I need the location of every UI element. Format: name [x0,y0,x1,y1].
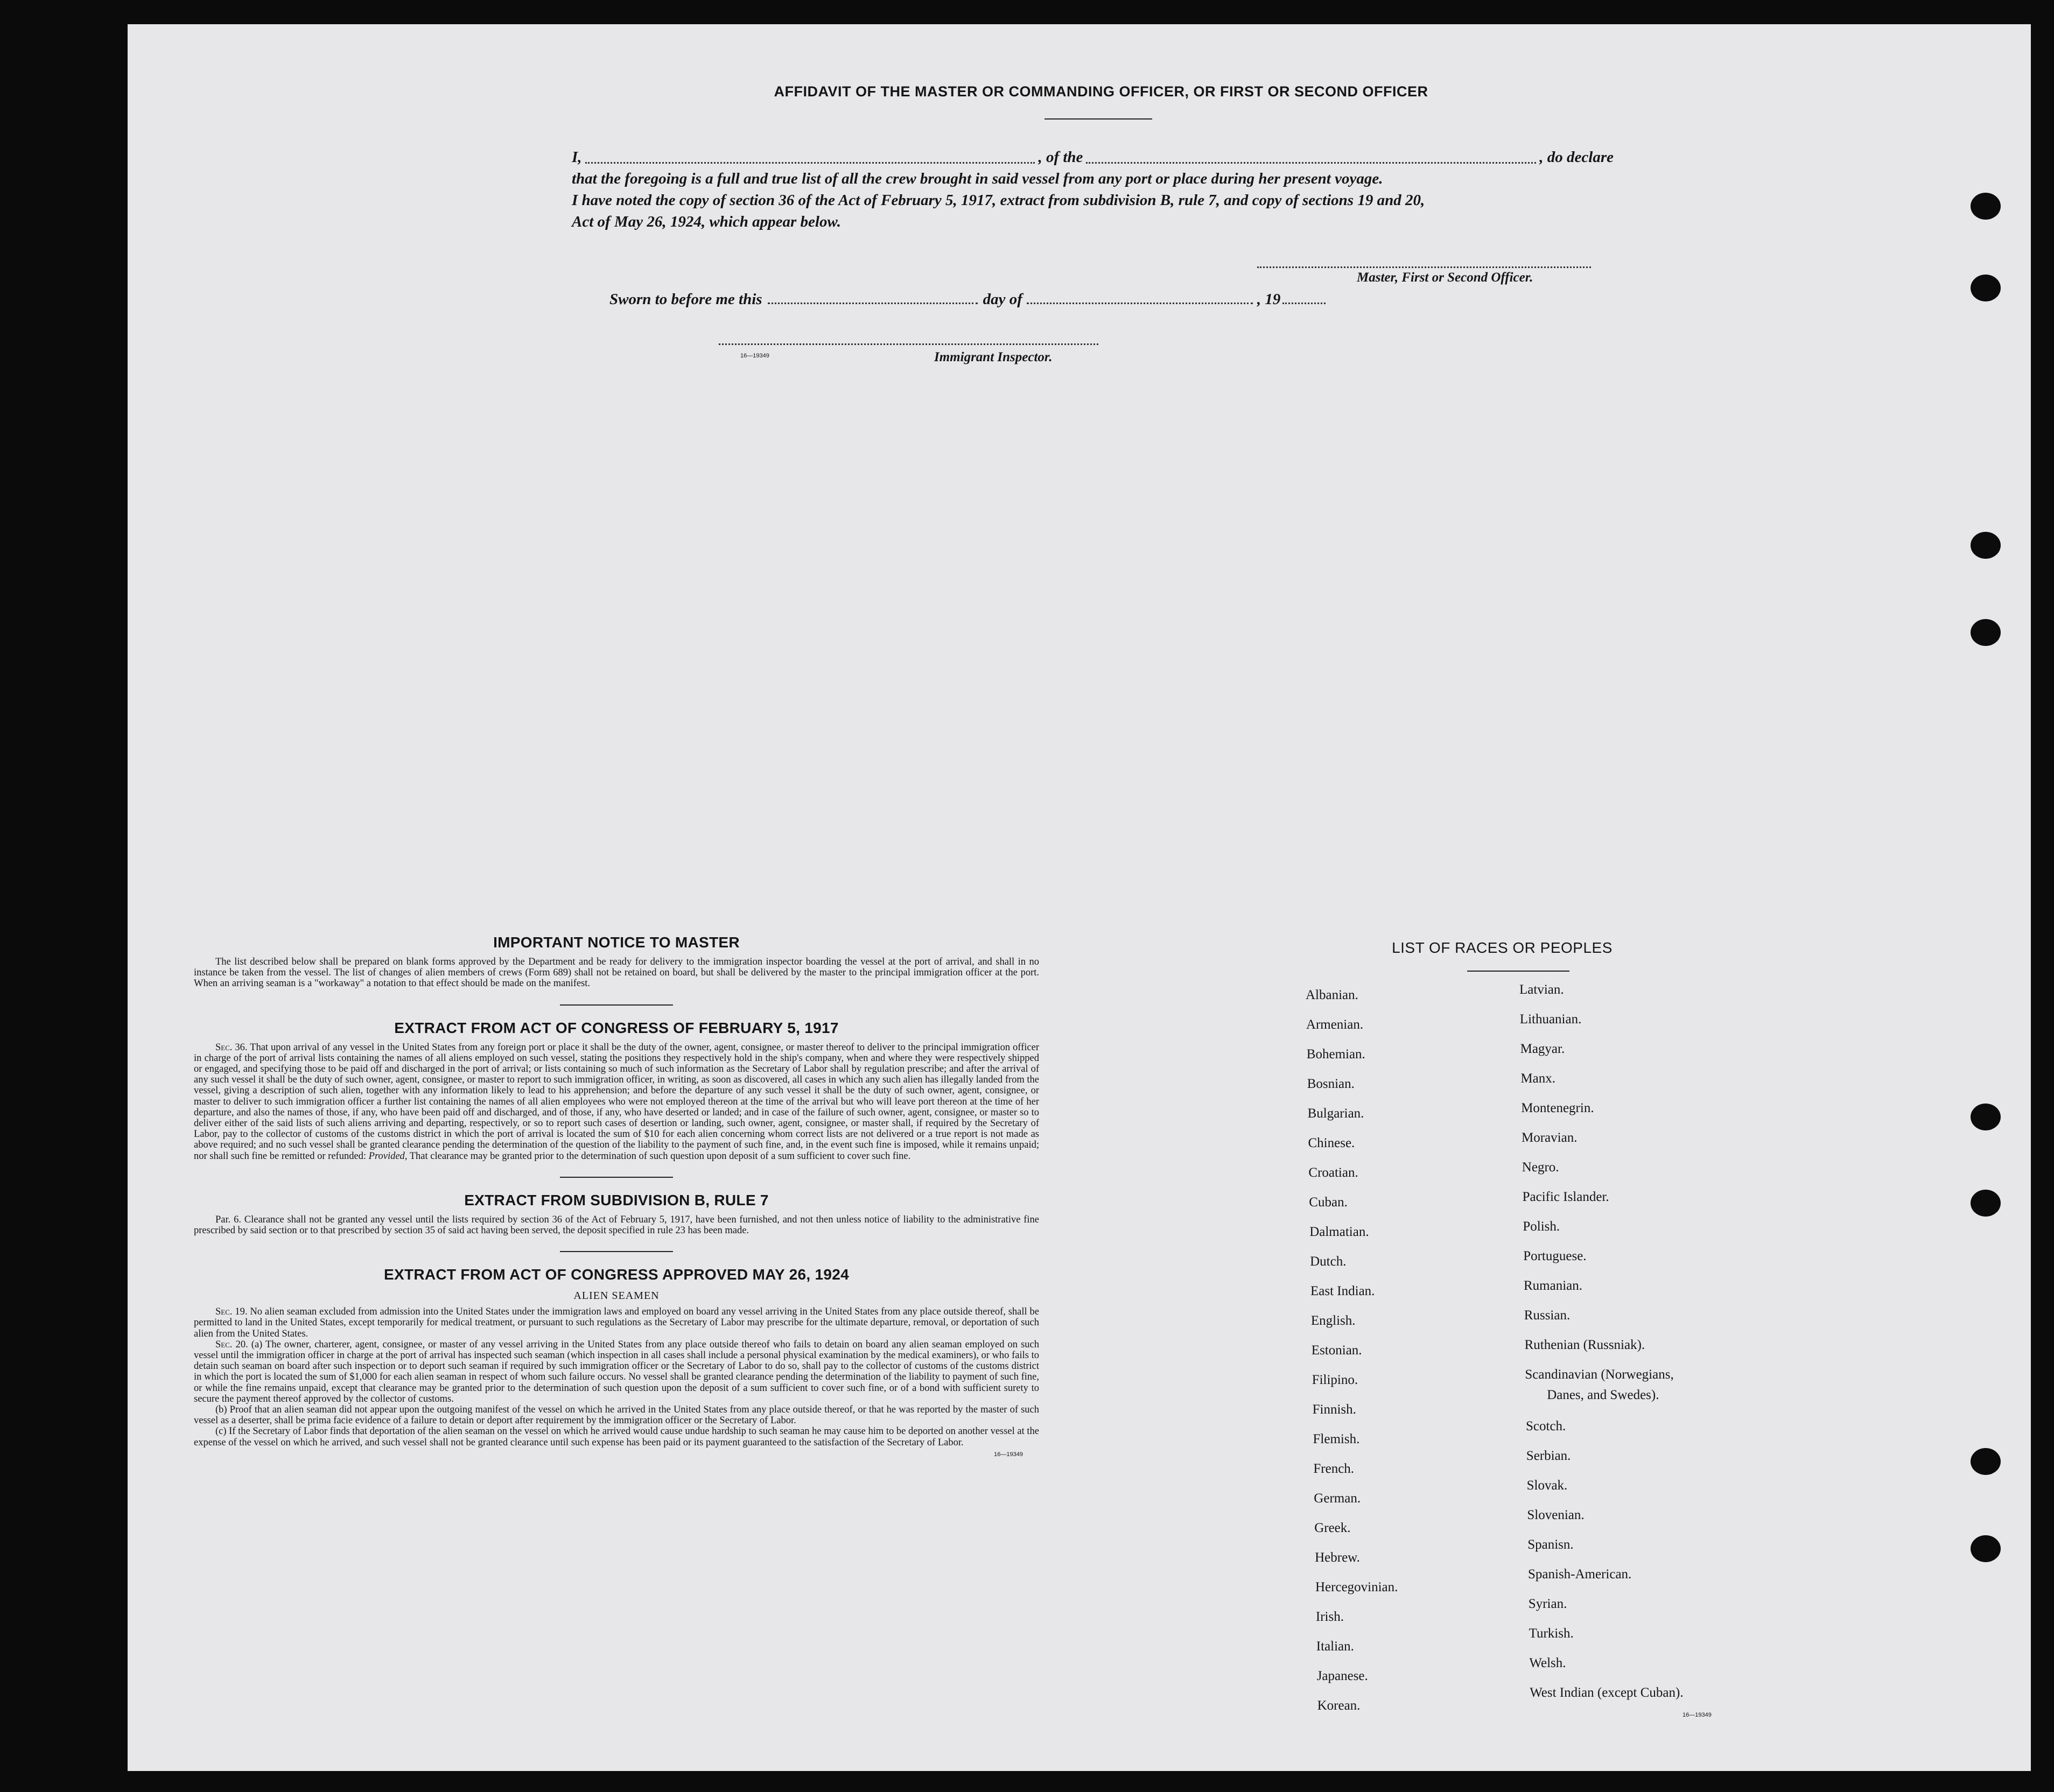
race-item: Welsh. [1529,1656,1566,1670]
do-declare-label: , do declare [1539,149,1614,166]
sec36-paragraph [194,1042,1039,1162]
punch-hole [1971,1448,2001,1475]
race-item: Armenian. [1306,1017,1364,1032]
race-item: Serbian. [1526,1449,1571,1463]
sworn-line [609,291,1374,308]
sec36-label: Sec. 36. [215,1042,248,1053]
sec19-label: Sec. 19. [215,1306,248,1318]
races-title: LIST OF RACES OR PEOPLES [1392,939,1613,956]
race-item: Lithuanian. [1519,1012,1582,1027]
race-item: Bulgarian. [1307,1106,1364,1121]
sworn-label: Sworn to before me this [609,291,762,308]
inspector-line[interactable] [719,343,1098,345]
race-item: Dutch. [1310,1254,1347,1269]
race-item: Hebrew. [1315,1550,1360,1565]
year-prefix-label: , 19 [1257,291,1281,308]
race-item: Russian. [1524,1308,1571,1323]
sworn-month-field[interactable] [1027,303,1253,304]
race-item: Portuguese. [1523,1249,1587,1263]
rule7-title: EXTRACT FROM SUBDIVISION B, RULE 7 [464,1191,769,1208]
extract-form-number: 16—19349 [994,1451,1023,1458]
sec36-text-end: That clearance may be granted prior to the determination of such question upon deposit of a sum sufficient to cover such fine. [409,1150,911,1162]
race-item: Slovenian. [1527,1508,1585,1522]
extract-1924-title: EXTRACT FROM ACT OF CONGRESS APPROVED MAY 26, 1924 [384,1266,849,1283]
race-item: English. [1310,1313,1356,1328]
race-item: Slovak. [1526,1478,1568,1493]
race-item: Italian. [1316,1639,1354,1654]
sworn-day-field[interactable] [768,303,978,304]
race-item: Spanish-American. [1528,1567,1632,1582]
signature-label: Master, First or Second Officer. [1357,270,1533,285]
race-item: Estonian. [1311,1343,1362,1358]
of-the-label: , of the [1038,149,1083,166]
race-item: German. [1314,1491,1361,1506]
race-item: Finnish. [1312,1402,1356,1417]
affidavit-title: AFFIDAVIT OF THE MASTER OR COMMANDING OFFICER, OR FIRST OR SECOND OFFICER [774,83,1428,100]
race-item: West Indian (except Cuban). [1530,1685,1684,1700]
races-title-divider [1467,971,1569,972]
signature-line[interactable] [1257,266,1591,268]
sec20a-text: (a) The owner, charterer, agent, consignee, or master of any vessel arriving in the United States from any place outside thereof who fails to detain on board any alien seaman employed on such vessel until the immigration officer in charge at the port of arrival has inspected such seaman (which inspection in all cases shall include a personal physical examination by the medical examiners), or who fails to detain such seaman on board after such inspection or to deport such seaman if required by such immigration officer or the Secretary of Labor to do so, shall pay to the collector of customs of the customs district in which the port is located the sum of $1,000 for each alien seaman in respect of whom such failure occurs. No vessel shall be granted clearance pending the determination of the liability to payment of such fine, or while the fine remains unpaid, except that clearance may be granted prior to the determination of such question upon the deposit of a sum sufficient to cover such fine, or of a bond with sufficient surety to secure the payment thereof approved by the collector of customs. [194,1339,1040,1404]
sec19-paragraph [194,1306,1039,1339]
race-item: Latvian. [1519,982,1564,997]
punch-hole [1971,193,2001,220]
race-item: Greek. [1314,1521,1351,1535]
inspector-label: Immigrant Inspector. [934,350,1053,364]
extract-1924-text [194,1306,1039,1448]
day-of-label: day of [983,291,1022,308]
punch-hole [1971,1104,2001,1130]
race-item: Korean. [1317,1698,1361,1713]
form-page [128,24,2031,1771]
punch-hole [1971,619,2001,646]
punch-hole [1971,1535,2001,1562]
affidavit-form-number: 16—19349 [740,353,769,359]
divider [560,1004,673,1006]
extract-1917-title: EXTRACT FROM ACT OF CONGRESS OF FEBRUARY 5, 1917 [394,1019,839,1036]
sec20b-paragraph: (b) Proof that an alien seaman did not appear upon the outgoing manifest of the vessel on which he arrived in the United States from any place outside thereof, or that he was reported by the master of such vessel as a deserter, shall be prima facie evidence of a failure to detain or deport after requirement by the immigration officer or the Secretary of Labor. [194,1404,1039,1426]
sec19-text: No alien seaman excluded from admission into the United States under the immigration laws and employed on board any vessel arriving in the United States from any place outside thereof, shall be permitted to land in the United States, except temporarily for medical treatment, or pursuant to such regulations as the Secretary of Labor may prescribe for the ultimate departure, removal, or deportation of such alien from the United States. [194,1306,1040,1339]
i-label: I, [572,149,582,166]
race-item: Manx. [1520,1071,1555,1086]
title-divider [1044,118,1152,120]
provided-label: Provided, [368,1150,408,1162]
alien-seamen-subtitle: ALIEN SEAMEN [573,1290,660,1302]
divider [560,1177,673,1178]
race-item: Turkish. [1529,1626,1574,1641]
race-item: Irish. [1315,1610,1344,1624]
race-item: Flemish. [1313,1432,1360,1446]
name-field[interactable] [585,162,1035,164]
divider [560,1251,673,1252]
race-item: Scandinavian (Norwegians, [1525,1367,1674,1382]
race-item: Scotch. [1526,1419,1566,1433]
affidavit-line-4: Act of May 26, 1924, which appear below. [572,213,841,230]
race-item: Montenegrin. [1521,1101,1594,1115]
race-item: Negro. [1522,1160,1559,1175]
race-item: Pacific Islander. [1522,1190,1609,1204]
notice-column [194,934,1039,1458]
sec20-label: Sec. 20. [215,1339,248,1350]
race-item: Hercegovinian. [1315,1580,1398,1594]
affidavit-line-2: that the foregoing is a full and true list of all the crew brought in said vessel from any port or place during her present voyage. [572,170,1383,187]
affidavit-line-3: I have noted the copy of section 36 of the Act of February 5, 1917, extract from subdivision B, rule 7, and copy of sections 19 and 20, [572,192,1425,209]
notice-title: IMPORTANT NOTICE TO MASTER [493,934,740,951]
race-item: French. [1313,1461,1355,1476]
sec36-text: That upon arrival of any vessel in the United States from any foreign port or place it shall be the duty of the owner, agent, consignee, or master thereof to deliver to the principal immigration officer in charge of the port of arrival lists containing the names of all aliens employed on such vessel, stating the positions they respectively hold in the ship's company, when and where they were respectively shipped or engaged, and specifying those to be paid off and discharged in the port of arrival; or lists containing so much of such information as the Secretary of Labor shall by regulation prescribe; and after the arrival of any such vessel it shall be the duty of such owner, agent, consignee, or master to report to such immigration officer, in writing, as soon as discovered, all cases in which any such alien has illegally landed from the vessel, giving a description of such alien, together with any information likely to lead to his apprehension; and before the departure of any such vessel it shall be the duty of such owner, agent, consignee, or master to deliver to such immigration officer a further list containing the names of all alien employees who were not employed thereon at the time of the arrival but who will leave port thereon at the time of her departure, and also the names of those, if any, who have been paid off and discharged, and of those, if any, who have deserted or landed; and in case of the failure of such owner, agent, consignee, or master so to deliver either of the said lists of such aliens arriving and departing, respectively, or so to report such cases of desertion or landing, such owner, agent, consignee, or master shall, if required by the Secretary of Labor, pay to the collector of customs of the customs district in which the port of arrival is located the sum of $10 for each alien concerning whom correct lists are not delivered or a true report is not made as above required; and no such vessel shall be granted clearance pending the determination of the question of the liability to the payment of such fine, and, in the event such fine is imposed, while it remains unpaid; nor shall such fine be remitted or refunded: [194,1042,1039,1162]
declaration-line [572,146,1614,168]
race-item: Japanese. [1316,1669,1368,1683]
race-item: Cuban. [1309,1195,1348,1210]
race-item: Albanian. [1306,988,1358,1002]
race-item: Syrian. [1528,1597,1567,1611]
race-item: Bosnian. [1307,1077,1355,1091]
affidavit-text [572,146,1614,233]
race-item: East Indian. [1310,1284,1375,1298]
race-item: Magyar. [1520,1042,1565,1056]
race-item: Spanisn. [1527,1537,1574,1552]
notice-paragraph: The list described below shall be prepared on blank forms approved by the Department and be ready for delivery to the immigration inspector boarding the vessel at the port of arrival, and shall in no instance be taken from the vessel. The list of changes of alien members of crews (Form 689) shall not be retained on board, but shall be delivered by the master to the principal immigration officer at the port. When an arriving seaman is a "workaway" a notation to that effect should be made on the manifest. [194,957,1039,989]
punch-hole [1971,532,2001,559]
rule7-text [194,1214,1039,1236]
race-item: Rumanian. [1524,1278,1583,1293]
races-form-number: 16—19349 [1683,1712,1712,1718]
race-item: Ruthenian (Russniak). [1524,1338,1645,1352]
race-item: Moravian. [1522,1130,1578,1145]
punch-hole [1971,1190,2001,1217]
extract-1917-text [194,1042,1039,1162]
sec20a-paragraph [194,1339,1039,1404]
sworn-year-field[interactable] [1282,303,1326,304]
race-item: Croatian. [1308,1165,1358,1180]
race-item: Danes, and Swedes). [1547,1388,1659,1402]
race-item: Polish. [1523,1219,1560,1234]
race-item: Bohemian. [1306,1047,1365,1062]
punch-hole [1971,275,2001,301]
race-item: Dalmatian. [1309,1225,1369,1239]
notice-text [194,957,1039,989]
vessel-field[interactable] [1086,162,1536,164]
sec20c-paragraph: (c) If the Secretary of Labor finds that deportation of the alien seaman on the vessel on which he arrived would cause undue hardship to such seaman he may cause him to be deported on another vessel at the expense of the vessel on which he arrived, and such vessel shall not be granted clearance until such expense has been paid or its payment guaranteed to the satisfaction of the Secretary of Labor. [194,1426,1039,1448]
rule7-paragraph: Par. 6. Clearance shall not be granted any vessel until the lists required by section 36 of the Act of February 5, 1917, have been furnished, and not then unless notice of liability to the administrative fine prescribed by said section or to that prescribed by section 35 of said act having been served, the deposit specified in rule 23 has been made. [194,1214,1039,1236]
race-item: Filipino. [1312,1373,1358,1387]
race-item: Chinese. [1308,1136,1355,1150]
